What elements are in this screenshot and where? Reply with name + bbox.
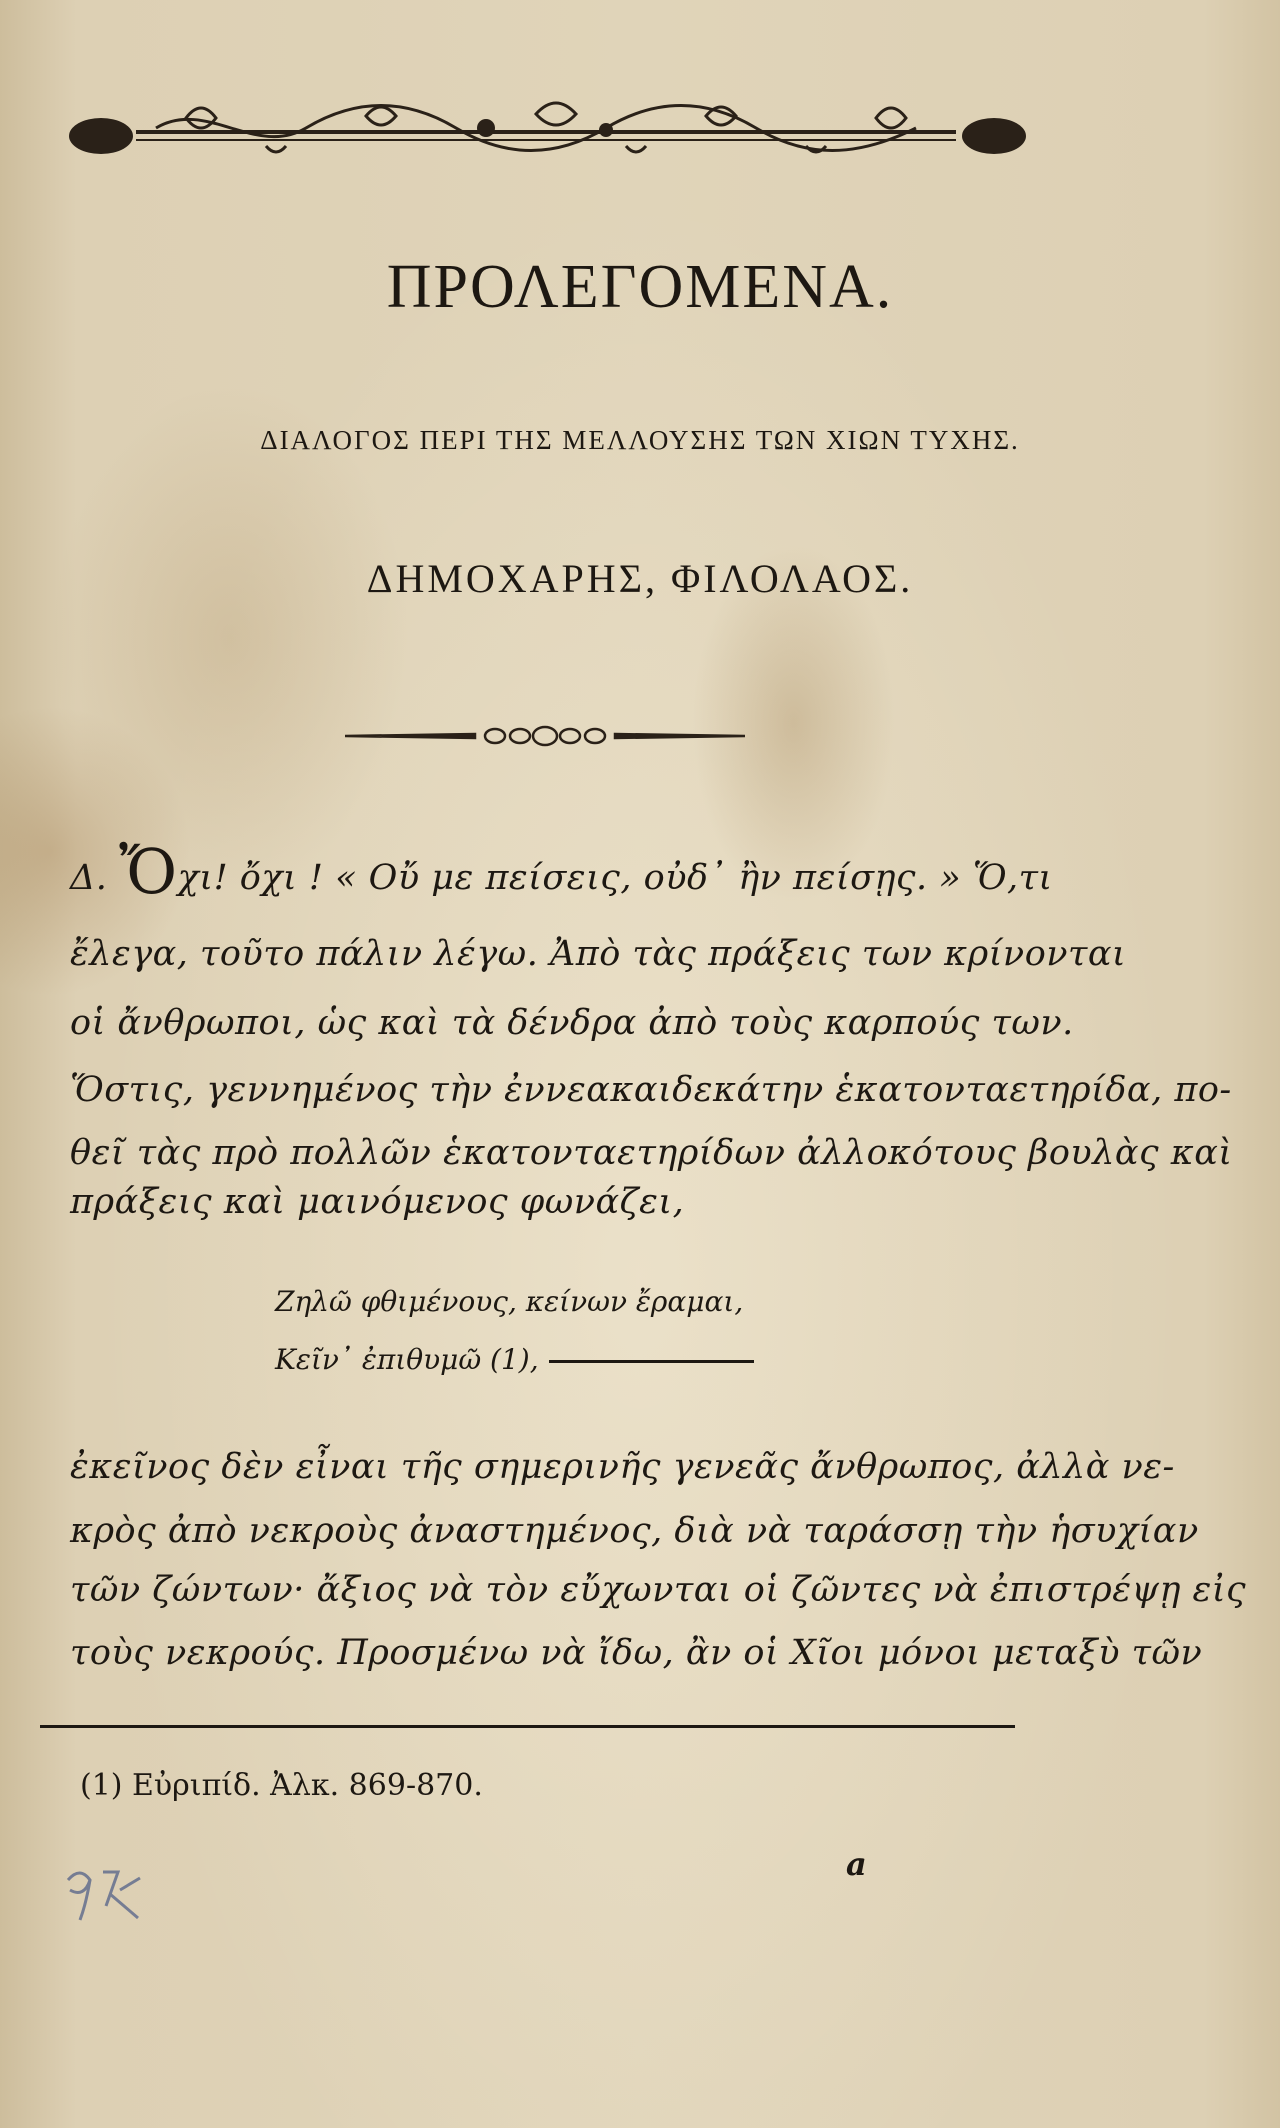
dialogue-subtitle: ΔΙΑΛΟΓΟΣ ΠΕΡΙ ΤΗΣ ΜΕΛΛΟΥΣΗΣ ΤΩΝ ΧΙΩΝ ΤΥΧΗΣ. [260, 425, 1020, 455]
paragraph2-line2: κρὸς ἀπὸ νεκροὺς ἀναστημένος, διὰ νὰ ταράσσῃ τὴν ἡσυχίαν [70, 1511, 1199, 1551]
paragraph1-line1 [70, 835, 1053, 908]
verse-dash [549, 1360, 754, 1363]
paragraph1-line6: πράξεις καὶ μαινόμενος φωνάζει, [70, 1182, 685, 1222]
paragraph2-line1: ἐκεῖνος δὲν εἶναι τῆς σημερινῆς γενεᾶς ἄνθρωπος, ἀλλὰ νε- [70, 1447, 1175, 1487]
paragraph1-line1-text: χι! ὄχι ! « Οὔ με πείσεις, οὐδ᾽ ἢν πείσῃς. » Ὅ,τι [177, 858, 1053, 898]
verse-line1: Ζηλῶ φθιμένους, κείνων ἔραμαι, [275, 1285, 744, 1318]
verse-line2-text: Κεῖν᾽ ἐπιθυμῶ (1), [275, 1343, 539, 1376]
paragraph1-line3: οἱ ἄνθρωποι, ὡς καὶ τὰ δένδρα ἀπὸ τοὺς καρπούς των. [70, 1003, 1074, 1043]
footnote: (1) Εὐριπίδ. Ἀλκ. 869-870. [80, 1768, 483, 1803]
initial-letter: Ὄ [119, 835, 178, 908]
speakers-heading: ΔΗΜΟΧΑΡΗΣ, ΦΙΛΟΛΑΟΣ. [366, 556, 914, 601]
signature-mark: a [846, 1845, 867, 1883]
paragraph1-line4: Ὅστις, γεννημένος τὴν ἐννεακαιδεκάτην ἑκατονταετηρίδα, πο- [70, 1070, 1232, 1110]
handwritten-library-mark [58, 1860, 148, 1930]
footnote-rule [40, 1725, 1015, 1728]
middle-ornament-divider [345, 720, 745, 752]
verse-line2 [275, 1343, 754, 1376]
paragraph1-line5: θεῖ τὰς πρὸ πολλῶν ἑκατονταετηρίδων ἀλλοκότους βουλὰς καὶ [70, 1133, 1233, 1173]
paragraph2-line4: τοὺς νεκρούς. Προσμένω νὰ ἴδω, ἂν οἱ Χῖοι μόνοι μεταξὺ τῶν [70, 1633, 1203, 1673]
page-title: ΠΡΟΛΕΓΟΜΕΝΑ. [386, 253, 894, 321]
paragraph1-line2: ἔλεγα, τοῦτο πάλιν λέγω. Ἀπὸ τὰς πράξεις των κρίνονται [70, 934, 1127, 974]
top-ornament-band [66, 88, 1028, 170]
speaker-mark: Δ. [70, 858, 108, 898]
paragraph2-line3: τῶν ζώντων· ἄξιος νὰ τὸν εὔχωνται οἱ ζῶντες νὰ ἐπιστρέψῃ εἰς [70, 1570, 1247, 1610]
